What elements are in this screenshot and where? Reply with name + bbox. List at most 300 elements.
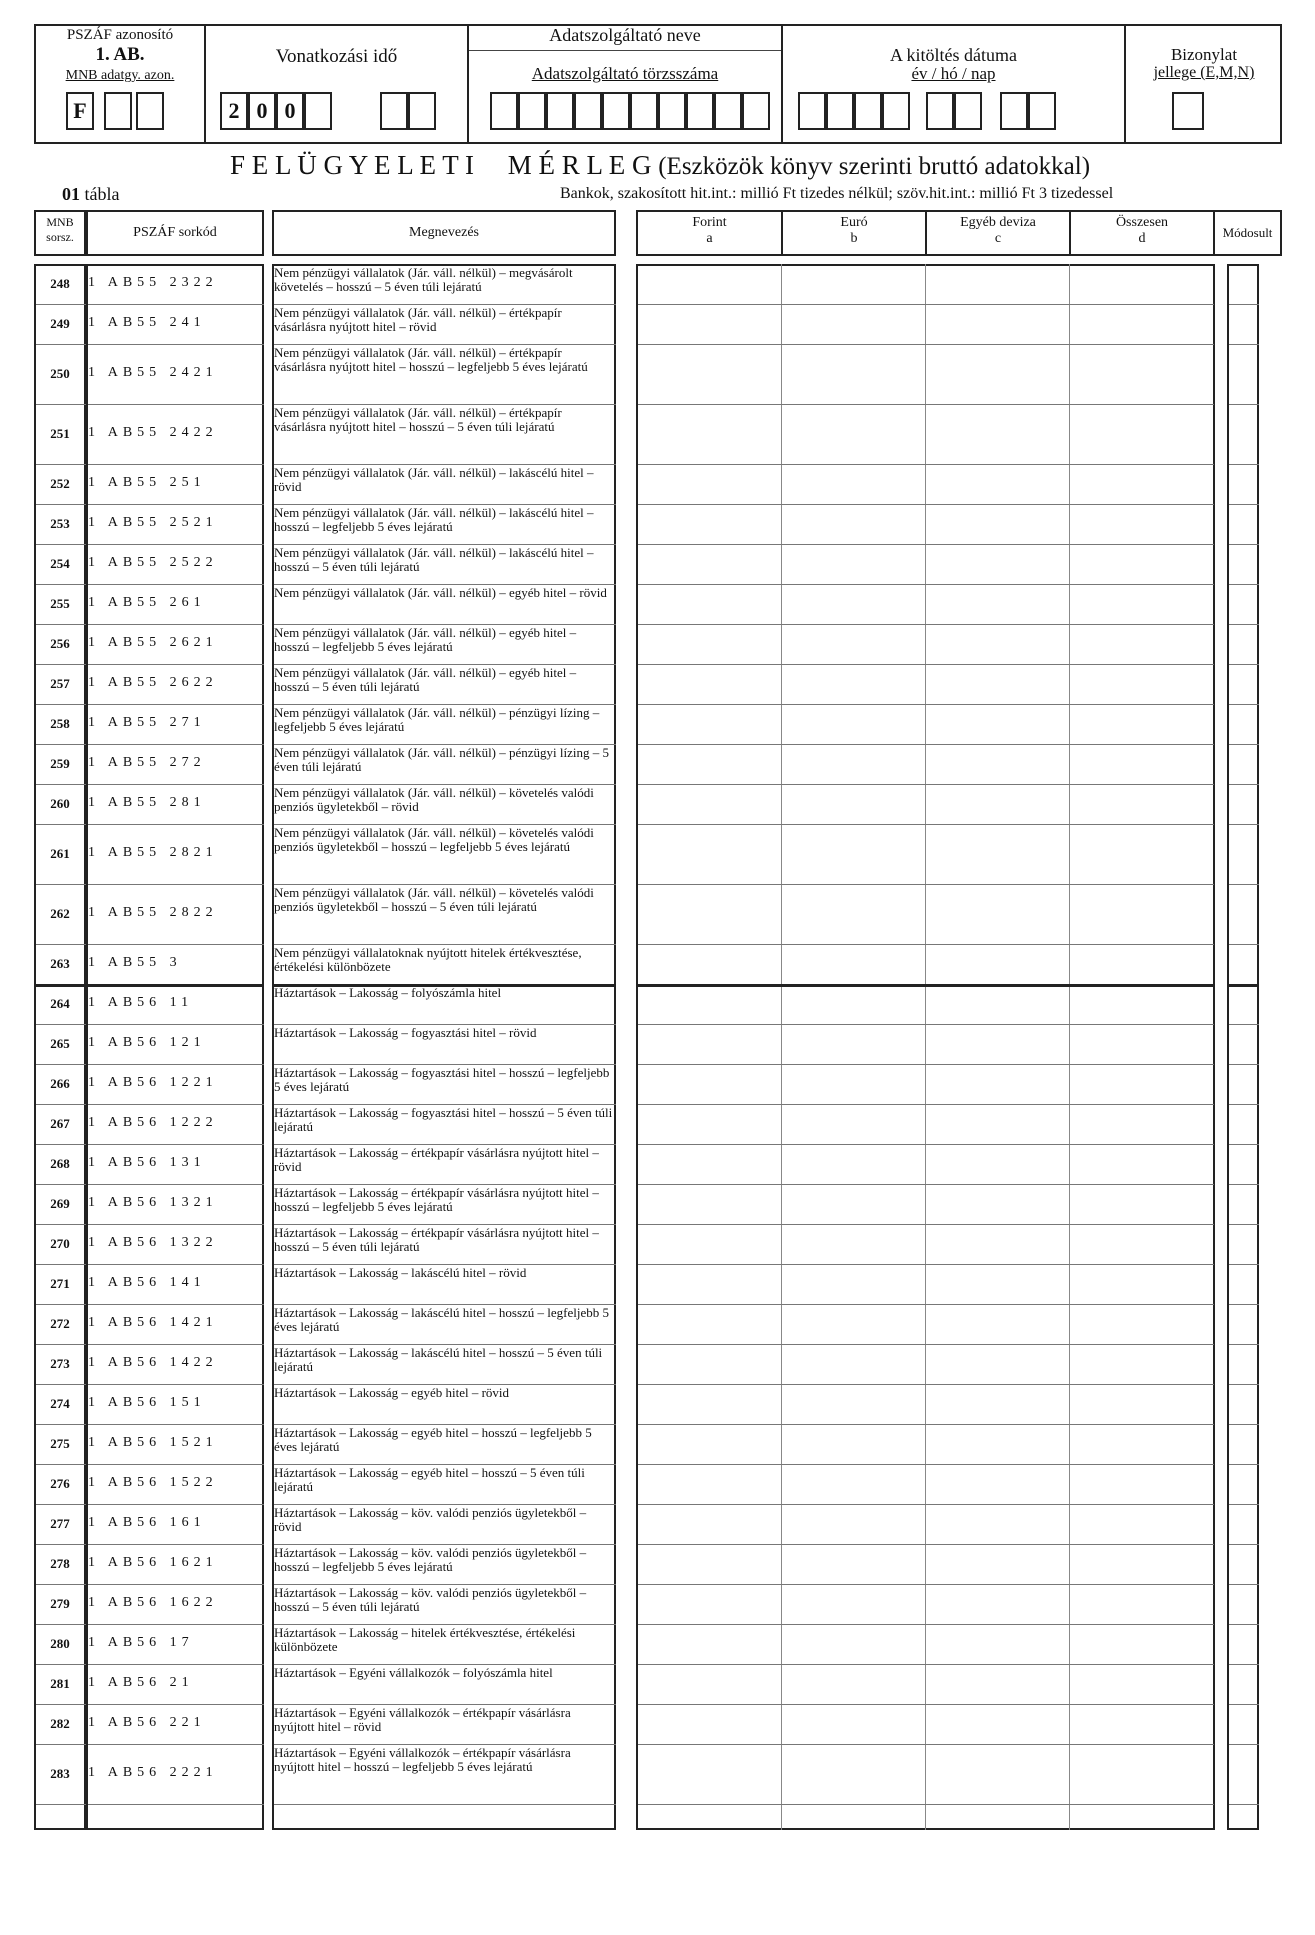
reg-digit-box-4[interactable] [574,92,602,130]
cell-total[interactable] [1070,504,1215,544]
row-number: 265 [50,1036,70,1051]
cell-modified[interactable] [1228,1704,1258,1744]
table-row [0,1584,1315,1624]
cell-forint[interactable] [638,704,781,744]
reg-digit-box-2[interactable] [518,92,546,130]
unit-note: Bankok, szakosított hit.int.: millió Ft tizedes nélkül; szöv.hit.int.: millió Ft 3 tizedessel [560,185,1114,202]
row-number: 267 [50,1116,70,1131]
cell-euro[interactable] [782,304,925,344]
cell-euro[interactable] [782,1664,925,1704]
cell-modified[interactable] [1228,304,1258,344]
cell-modified[interactable] [1228,1624,1258,1664]
cell-modified[interactable] [1228,404,1258,464]
cell-total[interactable] [1070,984,1215,1024]
cell-euro[interactable] [782,1544,925,1584]
cell-modified[interactable] [1228,1344,1258,1384]
cell-total[interactable] [1070,704,1215,744]
year-digit-4[interactable] [304,92,332,130]
cell-euro[interactable] [782,464,925,504]
row-code: 1 AB56 1522 [88,1475,218,1490]
row-code: 1 AB56 151 [88,1395,206,1410]
row-description: Háztartások – Lakosság – köv. valódi penziós ügyletekből – hosszú – legfeljebb 5 éves lejáratú [274,1546,587,1574]
table-row [0,1064,1315,1104]
col-other-letter: c [994,231,1002,246]
row-description: Háztartások – Lakosság – lakáscélú hitel – rövid [274,1266,527,1280]
cell-other[interactable] [926,1744,1069,1804]
col-total-letter: d [1138,231,1146,246]
cell-forint[interactable] [638,1064,781,1104]
cell-other[interactable] [926,1304,1069,1344]
row-number: 283 [50,1766,70,1781]
letter-box-2[interactable] [104,92,132,130]
provider-reg-label: Adatszolgáltató törzsszáma [531,64,719,83]
row-code: 1 AB55 2621 [88,635,218,650]
cell-total[interactable] [1070,1744,1215,1804]
row-description: Háztartások – Lakosság – lakáscélú hitel – hosszú – 5 éven túli lejáratú [274,1346,603,1374]
table-number [62,184,119,205]
date-digit-box-4[interactable] [882,92,910,130]
cell-modified[interactable] [1228,704,1258,744]
row-number: 266 [50,1076,70,1091]
cell-modified[interactable] [1228,344,1258,404]
row-description: Háztartások – Lakosság – fogyasztási hitel – rövid [274,1026,537,1040]
row-description: Nem pénzügyi vállalatok (Jár. váll. nélkül) – megvásárolt követelés – hosszú – 5 éven túli lejáratú [274,266,573,294]
cell-modified[interactable] [1228,744,1258,784]
cell-total[interactable] [1070,264,1215,304]
row-number: 255 [50,596,70,611]
date-digit-box-1[interactable] [798,92,826,130]
cell-euro[interactable] [782,744,925,784]
cell-other[interactable] [926,1424,1069,1464]
cell-forint[interactable] [638,464,781,504]
cell-total[interactable] [1070,624,1215,664]
cell-euro[interactable] [782,344,925,404]
cell-forint[interactable] [638,1504,781,1544]
table-row [0,1424,1315,1464]
row-number: 277 [50,1516,70,1531]
cell-forint[interactable] [638,824,781,884]
cell-euro[interactable] [782,1224,925,1264]
cell-modified[interactable] [1228,584,1258,624]
cell-forint[interactable] [638,264,781,304]
table-row [0,944,1315,984]
cell-modified[interactable] [1228,1224,1258,1264]
cell-total[interactable] [1070,944,1215,984]
cell-forint[interactable] [638,1544,781,1584]
cell-other[interactable] [926,464,1069,504]
cell-other[interactable] [926,1264,1069,1304]
cell-total[interactable] [1070,1504,1215,1544]
cell-forint[interactable] [638,1424,781,1464]
cell-forint[interactable] [638,1664,781,1704]
form-code: 1. AB. [95,44,145,65]
row-code: 1 AB56 1521 [88,1435,218,1450]
cell-forint[interactable] [638,1384,781,1424]
cell-forint[interactable] [638,624,781,664]
cell-total[interactable] [1070,304,1215,344]
reg-digit-box-10[interactable] [742,92,770,130]
cell-forint[interactable] [638,1024,781,1064]
row-code: 1 AB55 281 [88,795,206,810]
cell-total[interactable] [1070,824,1215,884]
cell-total[interactable] [1070,1224,1215,1264]
cell-other[interactable] [926,984,1069,1024]
cell-euro[interactable] [782,1304,925,1344]
reg-digit-box-9[interactable] [714,92,742,130]
table-row [0,1264,1315,1304]
reg-digit-box-3[interactable] [546,92,574,130]
date-digit-box-5[interactable] [926,92,954,130]
col-total [1069,210,1215,256]
cell-modified[interactable] [1228,1584,1258,1624]
cell-euro[interactable] [782,704,925,744]
cell-total[interactable] [1070,584,1215,624]
row-number: 248 [50,276,70,291]
cell-other[interactable] [926,624,1069,664]
cell-other[interactable] [926,504,1069,544]
reg-digit-box-5[interactable] [602,92,630,130]
cell-modified[interactable] [1228,1024,1258,1064]
cell-other[interactable] [926,884,1069,944]
cell-total[interactable] [1070,1544,1215,1584]
cell-euro[interactable] [782,784,925,824]
cell-forint[interactable] [638,584,781,624]
table-row [0,824,1315,884]
row-number: 262 [50,906,70,921]
cell-other[interactable] [926,1544,1069,1584]
month-digit-1[interactable] [380,92,408,130]
cell-total[interactable] [1070,1344,1215,1384]
cell-euro[interactable] [782,1184,925,1224]
row-code: 1 AB56 21 [88,1675,194,1690]
letter-box-3[interactable] [136,92,164,130]
cell-forint[interactable] [638,1624,781,1664]
row-code: 1 AB56 1621 [88,1555,218,1570]
cell-forint[interactable] [638,1744,781,1804]
cell-other[interactable] [926,1024,1069,1064]
table-row [0,704,1315,744]
cell-other[interactable] [926,824,1069,884]
row-number: 280 [50,1636,70,1651]
cell-euro[interactable] [782,1384,925,1424]
doc-type-box[interactable] [1172,92,1204,130]
cell-total[interactable] [1070,884,1215,944]
reg-digit-box-1[interactable] [490,92,518,130]
cell-euro[interactable] [782,884,925,944]
col-mnb-line2: sorsz. [46,230,74,244]
cell-total[interactable] [1070,664,1215,704]
cell-other[interactable] [926,404,1069,464]
cell-modified[interactable] [1228,1544,1258,1584]
row-number: 274 [50,1396,70,1411]
cell-forint[interactable] [638,1344,781,1384]
cell-other[interactable] [926,784,1069,824]
cell-forint[interactable] [638,1264,781,1304]
row-number: 256 [50,636,70,651]
reg-digit-box-7[interactable] [658,92,686,130]
cell-euro[interactable] [782,984,925,1024]
cell-other[interactable] [926,1384,1069,1424]
cell-forint[interactable] [638,544,781,584]
cell-forint[interactable] [638,944,781,984]
row-code: 1 AB56 221 [88,1715,206,1730]
cell-forint[interactable] [638,664,781,704]
cell-euro[interactable] [782,624,925,664]
row-code: 1 AB55 3 [88,955,182,970]
fill-date-format: év / hó / nap [911,64,996,83]
cell-forint[interactable] [638,984,781,1024]
cell-modified[interactable] [1228,984,1258,1024]
row-description: Háztartások – Lakosság – fogyasztási hitel – hosszú – 5 éven túli lejáratú [274,1106,613,1134]
cell-forint[interactable] [638,344,781,404]
cell-total[interactable] [1070,1304,1215,1344]
table-row [0,1384,1315,1424]
row-description: Háztartások – Lakosság – hitelek értékvesztése, értékelési különbözete [274,1626,576,1654]
cell-total[interactable] [1070,1104,1215,1144]
cell-forint[interactable] [638,1304,781,1344]
cell-other[interactable] [926,584,1069,624]
col-modified [1213,210,1282,256]
cell-other[interactable] [926,1584,1069,1624]
table-row [0,464,1315,504]
cell-other[interactable] [926,1704,1069,1744]
col-forint [636,210,783,256]
row-number: 276 [50,1476,70,1491]
cell-modified[interactable] [1228,1464,1258,1504]
doc-type-format: jellege (E,M,N) [1153,64,1255,81]
cell-forint[interactable] [638,1704,781,1744]
cell-other[interactable] [926,544,1069,584]
cell-modified[interactable] [1228,544,1258,584]
cell-modified[interactable] [1228,1064,1258,1104]
cell-other[interactable] [926,304,1069,344]
row-description: Nem pénzügyi vállalatoknak nyújtott hitelek értékvesztése, értékelési különbözete [274,946,582,974]
letter-box[interactable]: F [66,92,94,130]
cell-other[interactable] [926,264,1069,304]
cell-other[interactable] [926,1664,1069,1704]
cell-euro[interactable] [782,1504,925,1544]
row-number: 252 [50,476,70,491]
cell-other[interactable] [926,1184,1069,1224]
cell-forint[interactable] [638,744,781,784]
cell-euro[interactable] [782,944,925,984]
cell-total[interactable] [1070,464,1215,504]
row-description: Háztartások – Lakosság – értékpapír vásárlásra nyújtott hitel – rövid [274,1146,599,1174]
row-code: 1 AB56 121 [88,1035,206,1050]
cell-forint[interactable] [638,884,781,944]
cell-euro[interactable] [782,1624,925,1664]
cell-total[interactable] [1070,404,1215,464]
cell-modified[interactable] [1228,624,1258,664]
cell-modified[interactable] [1228,1264,1258,1304]
cell-other[interactable] [926,744,1069,784]
row-code: 1 AB56 1321 [88,1195,218,1210]
date-digit-box-2[interactable] [826,92,854,130]
title-main: F E L Ü G Y E L E T I M É R L E G [230,150,652,180]
row-number: 249 [50,316,70,331]
cell-modified[interactable] [1228,784,1258,824]
table-row [0,304,1315,344]
cell-modified[interactable] [1228,1424,1258,1464]
cell-euro[interactable] [782,1584,925,1624]
col-euro [781,210,927,256]
cell-modified[interactable] [1228,464,1258,504]
cell-euro[interactable] [782,1144,925,1184]
cell-euro[interactable] [782,1264,925,1304]
year-digit-1[interactable]: 2 [220,92,248,130]
table-row [0,1464,1315,1504]
cell-euro[interactable] [782,1464,925,1504]
cell-euro[interactable] [782,1024,925,1064]
cell-euro[interactable] [782,264,925,304]
cell-total[interactable] [1070,1424,1215,1464]
table-row [0,1624,1315,1664]
cell-total[interactable] [1070,344,1215,404]
row-separator [36,1804,86,1805]
table-row [0,1304,1315,1344]
cell-total[interactable] [1070,1384,1215,1424]
year-digit-2[interactable]: 0 [248,92,276,130]
cell-modified[interactable] [1228,264,1258,304]
cell-modified[interactable] [1228,1744,1258,1804]
cell-euro[interactable] [782,1104,925,1144]
row-number: 269 [50,1196,70,1211]
cell-total[interactable] [1070,1664,1215,1704]
row-description: Nem pénzügyi vállalatok (Jár. váll. nélkül) – követelés valódi penziós ügyletekből – hosszú – 5 éven túli lejáratú [274,886,594,914]
cell-total[interactable] [1070,1184,1215,1224]
pszaf-id-label: PSZÁF azonosító [66,27,174,43]
row-description: Nem pénzügyi vállalatok (Jár. váll. nélkül) – követelés valódi penziós ügyletekből – hosszú – legfeljebb 5 éves lejáratú [274,826,594,854]
cell-other[interactable] [926,1624,1069,1664]
row-code: 1 AB55 2821 [88,845,218,860]
table-row [0,584,1315,624]
cell-other[interactable] [926,1344,1069,1384]
cell-modified[interactable] [1228,1664,1258,1704]
row-description: Nem pénzügyi vállalatok (Jár. váll. nélkül) – lakáscélú hitel – hosszú – legfeljebb 5 éves lejáratú [274,506,594,534]
cell-other[interactable] [926,1504,1069,1544]
row-number: 253 [50,516,70,531]
cell-total[interactable] [1070,1624,1215,1664]
cell-total[interactable] [1070,1144,1215,1184]
cell-total[interactable] [1070,1704,1215,1744]
cell-other[interactable] [926,344,1069,404]
mnb-id-label: MNB adatgy. azon. [65,68,175,83]
cell-modified[interactable] [1228,1144,1258,1184]
cell-total[interactable] [1070,1264,1215,1304]
row-code: 1 AB55 2622 [88,675,218,690]
cell-modified[interactable] [1228,1504,1258,1544]
cell-forint[interactable] [638,1584,781,1624]
cell-total[interactable] [1070,1064,1215,1104]
cell-forint[interactable] [638,1464,781,1504]
cell-other[interactable] [926,664,1069,704]
cell-other[interactable] [926,944,1069,984]
table-row [0,504,1315,544]
cell-euro[interactable] [782,584,925,624]
row-separator [1229,1804,1259,1805]
col-euro-letter: b [850,231,858,246]
row-description: Háztartások – Egyéni vállalkozók – értékpapír vásárlásra nyújtott hitel – hosszú – legfeljebb 5 éves lejáratú [274,1746,571,1774]
cell-other[interactable] [926,704,1069,744]
table-word: tábla [84,184,120,204]
cell-other[interactable] [926,1464,1069,1504]
cell-euro[interactable] [782,824,925,884]
cell-forint[interactable] [638,1184,781,1224]
cell-total[interactable] [1070,1464,1215,1504]
cell-total[interactable] [1070,744,1215,784]
cell-forint[interactable] [638,1224,781,1264]
cell-forint[interactable] [638,1104,781,1144]
cell-euro[interactable] [782,1744,925,1804]
cell-modified[interactable] [1228,1304,1258,1344]
year-digit-3[interactable]: 0 [276,92,304,130]
cell-euro[interactable] [782,1704,925,1744]
cell-modified[interactable] [1228,1384,1258,1424]
cell-euro[interactable] [782,664,925,704]
cell-modified[interactable] [1228,944,1258,984]
cell-modified[interactable] [1228,1184,1258,1224]
cell-forint[interactable] [638,304,781,344]
cell-other[interactable] [926,1104,1069,1144]
cell-euro[interactable] [782,404,925,464]
ref-period-label: Vonatkozási idő [275,46,398,67]
cell-euro[interactable] [782,1344,925,1384]
reg-digit-box-8[interactable] [686,92,714,130]
cell-total[interactable] [1070,1024,1215,1064]
row-description: Nem pénzügyi vállalatok (Jár. váll. nélkül) – egyéb hitel – rövid [274,586,607,600]
title-sub: (Eszközök könyv szerinti bruttó adatokkal) [658,153,1091,180]
month-digit-2[interactable] [408,92,436,130]
header-divider [781,24,783,144]
cell-euro[interactable] [782,1064,925,1104]
table-row [0,264,1315,304]
cell-modified[interactable] [1228,664,1258,704]
cell-other[interactable] [926,1224,1069,1264]
col-name [272,210,616,256]
date-digit-box-8[interactable] [1028,92,1056,130]
row-description: Nem pénzügyi vállalatok (Jár. váll. nélkül) – értékpapír vásárlásra nyújtott hitel – hosszú – 5 éven túli lejáratú [274,406,562,434]
cell-euro[interactable] [782,544,925,584]
date-digit-box-3[interactable] [854,92,882,130]
cell-other[interactable] [926,1144,1069,1184]
cell-total[interactable] [1070,544,1215,584]
row-code: 1 AB56 1622 [88,1595,218,1610]
date-digit-box-7[interactable] [1000,92,1028,130]
cell-forint[interactable] [638,404,781,464]
cell-forint[interactable] [638,504,781,544]
cell-other[interactable] [926,1064,1069,1104]
date-digit-box-6[interactable] [954,92,982,130]
cell-forint[interactable] [638,1144,781,1184]
cell-total[interactable] [1070,784,1215,824]
row-number: 281 [50,1676,70,1691]
cell-modified[interactable] [1228,884,1258,944]
table-row [0,884,1315,944]
table-row [0,544,1315,584]
cell-modified[interactable] [1228,504,1258,544]
cell-modified[interactable] [1228,1104,1258,1144]
cell-forint[interactable] [638,784,781,824]
cell-total[interactable] [1070,1584,1215,1624]
row-number: 258 [50,716,70,731]
table-row [0,1024,1315,1064]
row-number: 254 [50,556,70,571]
cell-modified[interactable] [1228,824,1258,884]
cell-euro[interactable] [782,504,925,544]
row-number: 268 [50,1156,70,1171]
reg-digit-box-6[interactable] [630,92,658,130]
cell-euro[interactable] [782,1424,925,1464]
